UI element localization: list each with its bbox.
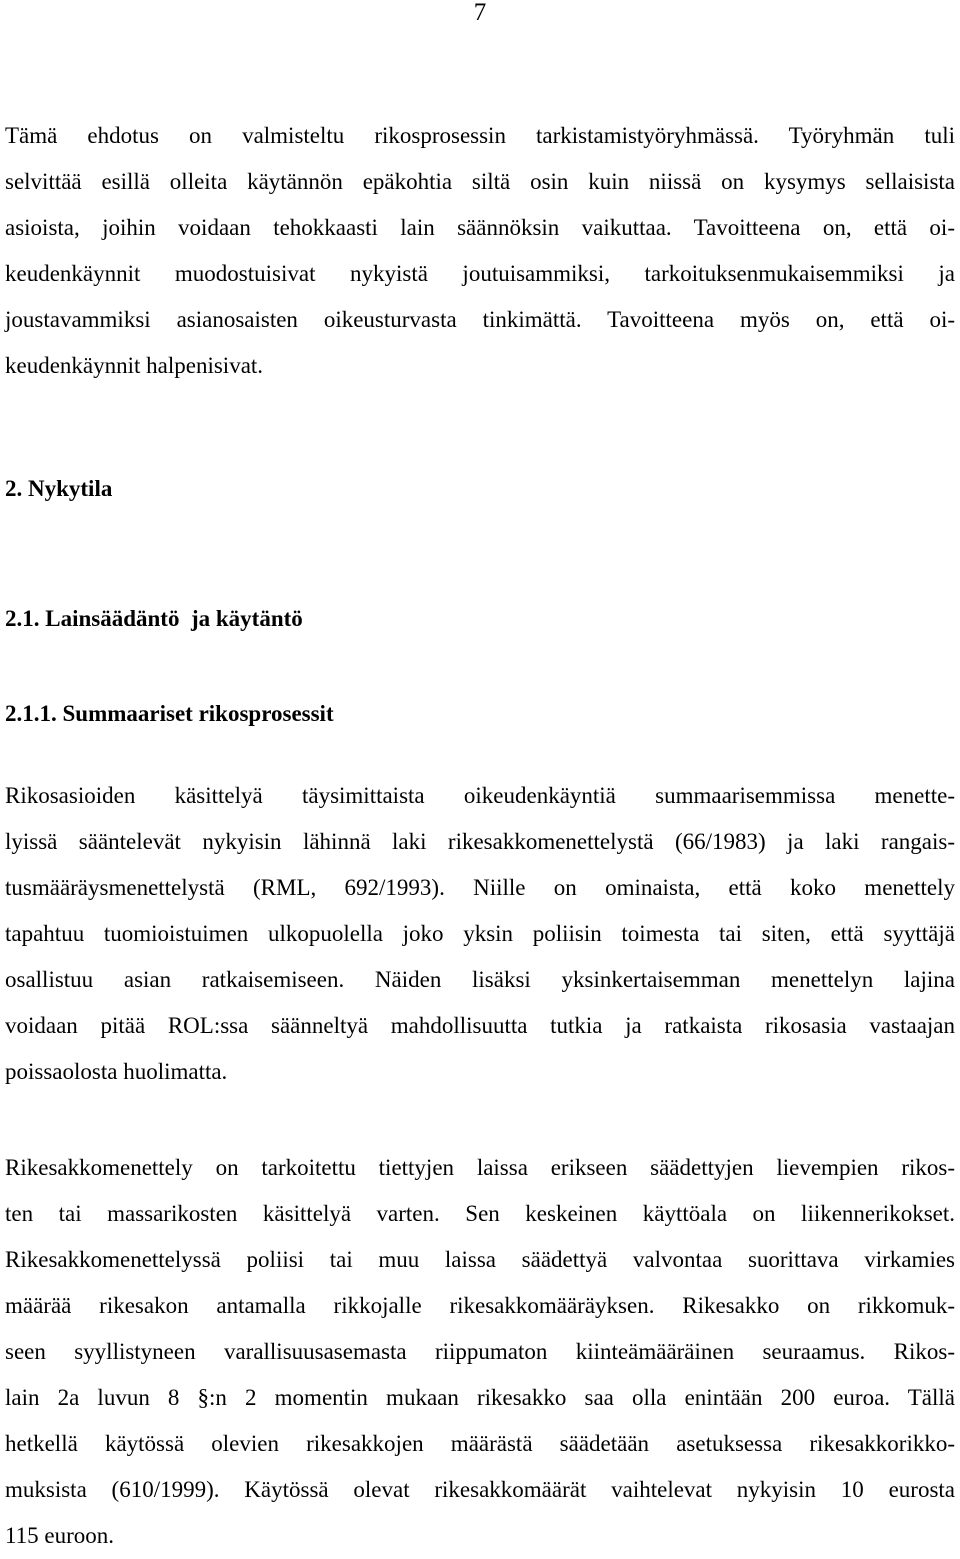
text-line: tusmääräysmenettelystä (RML, 692/1993). Niille on ominaista, että koko menettely	[5, 875, 955, 900]
text-line: seen syyllistyneen varallisuusasemasta riippumaton kiinteämääräinen seuraamus. Rikos-	[5, 1339, 955, 1364]
intro-paragraph	[5, 113, 955, 389]
text-line: 115 euroon.	[5, 1523, 115, 1548]
text-line: määrää rikesakon antamalla rikkojalle rikesakkomääräyksen. Rikesakko on rikkomuk-	[5, 1293, 955, 1318]
page-number: 7	[473, 0, 487, 26]
text-line: joustavammiksi asianosaisten oikeusturvasta tinkimättä. Tavoitteena myös on, että oi-	[5, 307, 955, 332]
fine-procedure-paragraph	[5, 1145, 955, 1559]
text-line: hetkellä käytössä olevien rikesakkojen määrästä säädetään asetuksessa rikesakkorikko-	[5, 1431, 955, 1456]
text-line: tapahtuu tuomioistuimen ulkopuolella joko yksin poliisin toimesta tai siten, että syyttäjä	[5, 921, 955, 946]
text-line: ten tai massarikosten käsittelyä varten. Sen keskeinen käyttöala on liikennerikokset.	[5, 1201, 955, 1226]
text-line: lain 2a luvun 8 §:n 2 momentin mukaan rikesakko saa olla enintään 200 euroa. Tällä	[5, 1385, 955, 1410]
section-heading-nykytila: 2. Nykytila	[5, 476, 113, 501]
text-line: osallistuu asian ratkaisemiseen. Näiden lisäksi yksinkertaisemman menettelyn lajina	[5, 967, 955, 992]
text-line: poissaolosta huolimatta.	[5, 1059, 228, 1084]
section-heading-summaariset: 2.1.1. Summaariset rikosprosessit	[5, 701, 334, 726]
text-line: Rikesakkomenettely on tarkoitettu tiettyjen laissa erikseen säädettyjen lievempien rikos-	[5, 1155, 955, 1180]
summary-procedures-paragraph	[5, 773, 955, 1095]
section-heading-lainsaadanto: 2.1. Lainsäädäntö ja käytäntö	[5, 606, 303, 631]
text-line: selvittää esillä olleita käytännön epäkohtia siltä osin kuin niissä on kysymys sellaisista	[5, 169, 955, 194]
text-line: asioista, joihin voidaan tehokkaasti lain säännöksin vaikuttaa. Tavoitteena on, että oi-	[5, 215, 955, 240]
text-line: keudenkäynnit muodostuisivat nykyistä joutuisammiksi, tarkoituksenmukaisemmiksi ja	[5, 261, 955, 286]
text-line: Tämä ehdotus on valmisteltu rikosprosessin tarkistamistyöryhmässä. Työryhmän tuli	[5, 123, 955, 148]
text-line: voidaan pitää ROL:ssa säänneltyä mahdollisuutta tutkia ja ratkaista rikosasia vastaajan	[5, 1013, 955, 1038]
text-line: Rikesakkomenettelyssä poliisi tai muu laissa säädettyä valvontaa suorittava virkamies	[5, 1247, 955, 1272]
text-line: muksista (610/1999). Käytössä olevat rikesakkomäärät vaihtelevat nykyisin 10 eurosta	[5, 1477, 955, 1502]
text-line: lyissä sääntelevät nykyisin lähinnä laki rikesakkomenettelystä (66/1983) ja laki rangais-	[5, 829, 955, 854]
text-line: keudenkäynnit halpenisivat.	[5, 353, 264, 378]
text-line: Rikosasioiden käsittelyä täysimittaista oikeudenkäyntiä summaarisemmissa menette-	[5, 783, 955, 808]
